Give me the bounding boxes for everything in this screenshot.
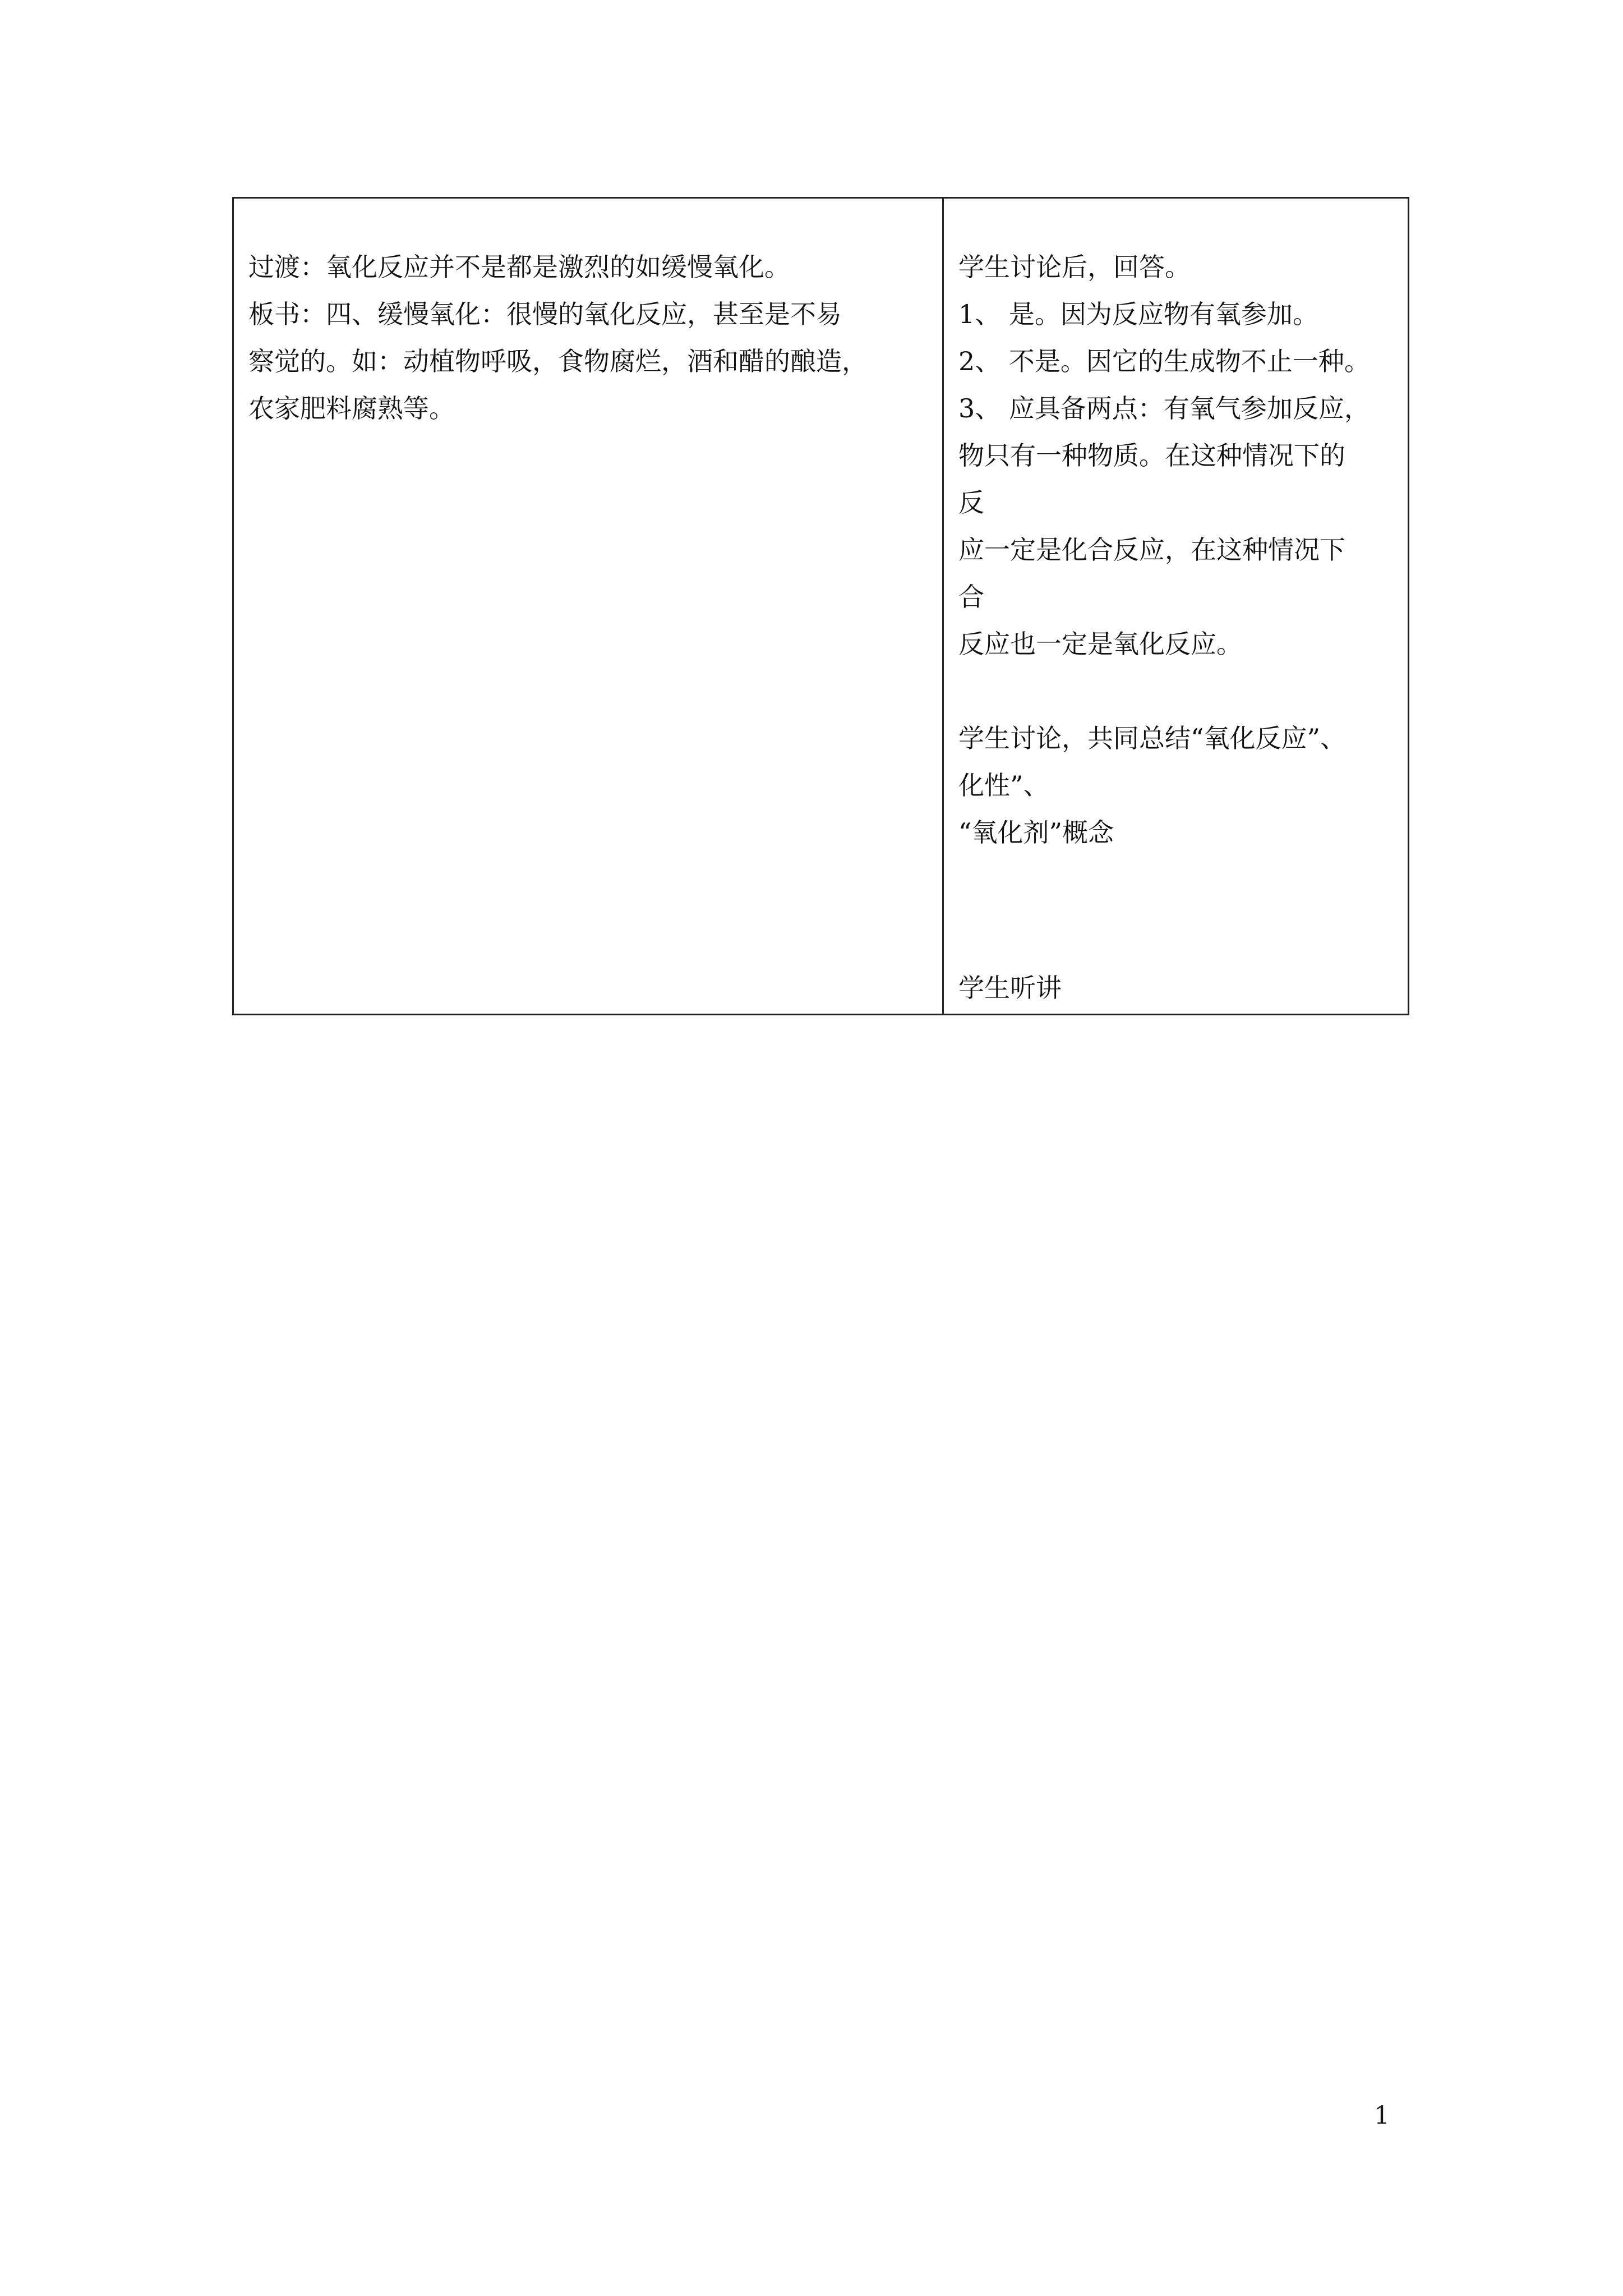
text-line: 板书：四、缓慢氧化：很慢的氧化反应，甚至是不易 xyxy=(248,299,842,329)
text-line: 3、 应具备两点：有氧气参加反应， xyxy=(958,393,1370,424)
text-line: 农家肥料腐熟等。 xyxy=(248,393,455,424)
table-row xyxy=(233,198,1409,1015)
text-line: 2、 不是。因它的生成物不止一种。 xyxy=(958,346,1370,376)
text-line: 反应也一定是氧化反应。 xyxy=(958,629,1242,659)
student-activity-cell xyxy=(943,198,1409,1015)
text-line: 过渡：氧化反应并不是都是激烈的如缓慢氧化。 xyxy=(248,252,790,282)
text-line: 化性”、 xyxy=(958,770,1049,800)
teacher-activity-text xyxy=(234,199,942,1014)
lesson-plan-table xyxy=(232,197,1409,1015)
student-activity-text xyxy=(944,199,1408,1014)
page-number: 1 xyxy=(1374,2101,1390,2130)
text-line: 应一定是化合反应，在这种情况下 xyxy=(958,535,1345,565)
blank-line xyxy=(958,668,1393,715)
text-line: 1、 是。因为反应物有氧参加。 xyxy=(958,299,1318,329)
text-line: 察觉的。如：动植物呼吸，食物腐烂，酒和醋的酿造， xyxy=(248,346,868,376)
text-line: 学生讨论后，回答。 xyxy=(958,252,1191,282)
listen-text: 学生听讲 xyxy=(958,973,1062,1003)
text-line: 学生讨论，共同总结“氧化反应”、 xyxy=(958,723,1347,753)
text-line: “氧化剂”概念 xyxy=(958,817,1114,848)
text-line: 物只有一种物质。在这种情况下的 xyxy=(958,440,1345,471)
text-line: 合 xyxy=(958,582,984,612)
text-line: 反 xyxy=(958,487,984,518)
teacher-activity-cell xyxy=(233,198,943,1015)
